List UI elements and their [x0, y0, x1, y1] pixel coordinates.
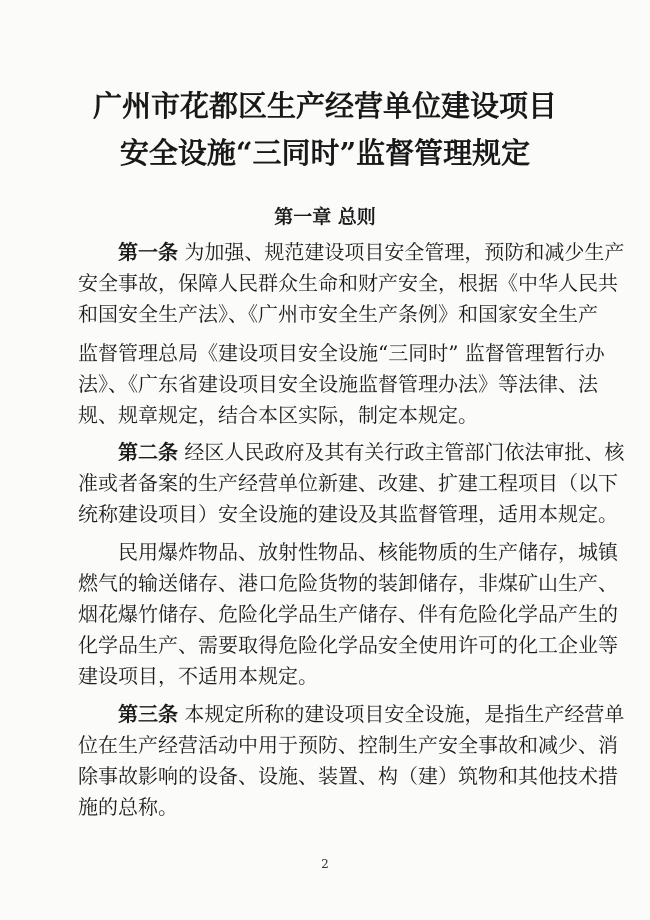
- article-label: 第二条: [118, 440, 178, 464]
- paragraph-line: 准或者备案的生产经营单位新建、改建、扩建工程项目（以下: [78, 471, 618, 495]
- paragraph-line: 烟花爆竹储存、危险化学品生产储存、伴有危险化学品产生的: [78, 602, 618, 626]
- paragraph-line: 位在生产经营活动中用于预防、控制生产安全事故和减少、消: [78, 733, 618, 757]
- paragraph-line: 燃气的输送储存、港口危险货物的装卸储存，非煤矿山生产、: [78, 571, 618, 595]
- paragraph-line: 统称建设项目）安全设施的建设及其监督管理，适用本规定。: [78, 502, 618, 526]
- paragraph-line: 第一条 为加强、规范建设项目安全管理，预防和减少生产: [118, 240, 625, 264]
- article-label: 第一条: [118, 240, 178, 264]
- page-number: 2: [321, 857, 329, 871]
- paragraph-line: 监督管理总局《建设项目安全设施“三同时” 监督管理暂行办: [78, 341, 605, 365]
- paragraph-line: 第三条 本规定所称的建设项目安全设施，是指生产经营单: [118, 702, 625, 726]
- paragraph-line: 法》、《广东省建设项目安全设施监督管理办法》等法律、法: [78, 372, 598, 396]
- paragraph-line: 规、规章规定，结合本区实际，制定本规定。: [78, 403, 478, 427]
- paragraph-line: 化学品生产、需要取得危险化学品安全使用许可的化工企业等: [78, 633, 618, 657]
- chapter-heading: 第一章 总则: [274, 206, 376, 228]
- paragraph-line: 民用爆炸物品、放射性物品、核能物质的生产储存，城镇: [118, 540, 618, 564]
- document-title-line1: 广州市花都区生产经营单位建设项目: [92, 89, 557, 123]
- paragraph-line: 建设项目，不适用本规定。: [78, 664, 318, 688]
- document-title-line2: 安全设施“三同时”监督管理规定: [119, 136, 531, 170]
- paragraph-line: 安全事故，保障人民群众生命和财产安全，根据《中华人民共: [78, 271, 618, 295]
- paragraph-line: 和国安全生产法》、《广州市安全生产条例》和国家安全生产: [78, 302, 598, 326]
- article-label: 第三条: [118, 702, 178, 726]
- paragraph-line: 第二条 经区人民政府及其有关行政主管部门依法审批、核: [118, 440, 625, 464]
- paragraph-line: 除事故影响的设备、设施、装置、构（建）筑物和其他技术措: [78, 764, 618, 788]
- paragraph-line: 施的总称。: [78, 795, 178, 819]
